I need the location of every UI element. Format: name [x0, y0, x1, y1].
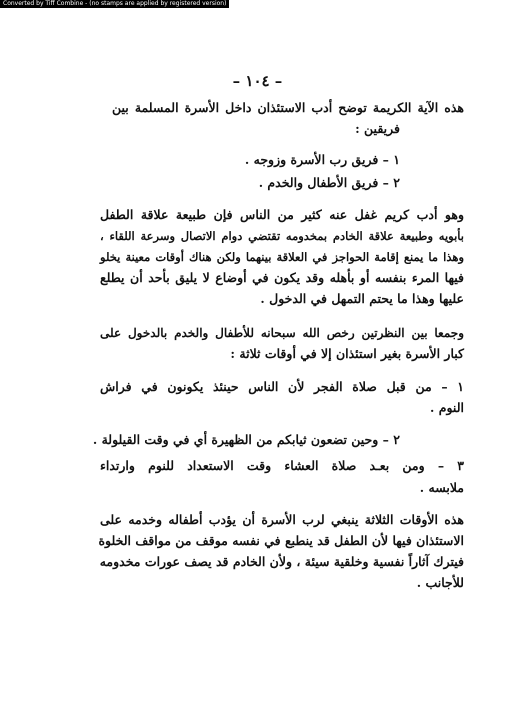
list-item: ٣ – ومن بعـد صلاة العشاء وقت الاستعداد للنوم وارتداء [100, 458, 464, 473]
paragraph-line: بأبويه وطبيعة علاقة الخادم بمخدومه تقتضي دوام الاتصال وسرعة اللقاء ، [100, 229, 464, 243]
paragraph-line: للأجانب . [416, 575, 464, 590]
paragraph-line: وجمعا بين النظرتين رخص الله سبحانه للأطفال والخدم بالدخول على [100, 326, 464, 340]
list-item-continuation: ملابسه . [419, 480, 464, 495]
converter-banner: Converted by Tiff Combine - (no stamps are applied by registered version) [0, 0, 229, 8]
paragraph-line: عليها وهذا ما يحتم التمهل في الدخول . [260, 291, 464, 306]
list-item: ١ – فريق رب الأسرة وزوجه . [244, 152, 400, 167]
paragraph-line: وهذا ما يمنع إقامة الحواجز في العلاقة بينهما ولكن هناك أوقات معينة يخلو [100, 250, 464, 264]
paragraph-line: هذه الآية الكريمة توضح أدب الاستئذان داخل الأسرة المسلمة بين [112, 100, 464, 115]
paragraph-line: فيها المرء بنفسه أو بأهله وقد يكون في أوضاع لا يليق بأحد أن يطلع [100, 270, 464, 285]
list-item: ٢ – وحين تضعون ثيابكم من الظهيرة أي في وقت القيلولة . [92, 432, 400, 447]
paragraph-line: فريقين : [355, 121, 400, 136]
paragraph-line: الاستئذان فيها لأن الطفل قد ينطبع في نفسه موقف من مواقف الخلوة [98, 533, 464, 548]
paragraph-line: فيترك آثاراً نفسية وخلقية سيئة ، ولأن الخادم قد يصف عورات مخدومه [99, 554, 464, 569]
paragraph-line: هذه الأوقات الثلاثة ينبغي لرب الأسرة أن يؤدب أطفاله وخدمه على [100, 512, 464, 527]
list-item-continuation: النوم . [430, 400, 464, 415]
page-number: – ١٠٤ – [232, 72, 283, 90]
paragraph-line: كبار الأسرة بغير استئذان إلا في أوقات ثلاثة : [230, 346, 464, 361]
list-item: ٢ – فريق الأطفال والخدم . [258, 175, 400, 190]
paragraph-line: وهو أدب كريم غفل عنه كثير من الناس فإن طبيعة علاقة الطفل [100, 207, 464, 222]
list-item: ١ – من قبل صلاة الفجر لأن الناس حينئذ يكونون في فراش [100, 379, 464, 394]
